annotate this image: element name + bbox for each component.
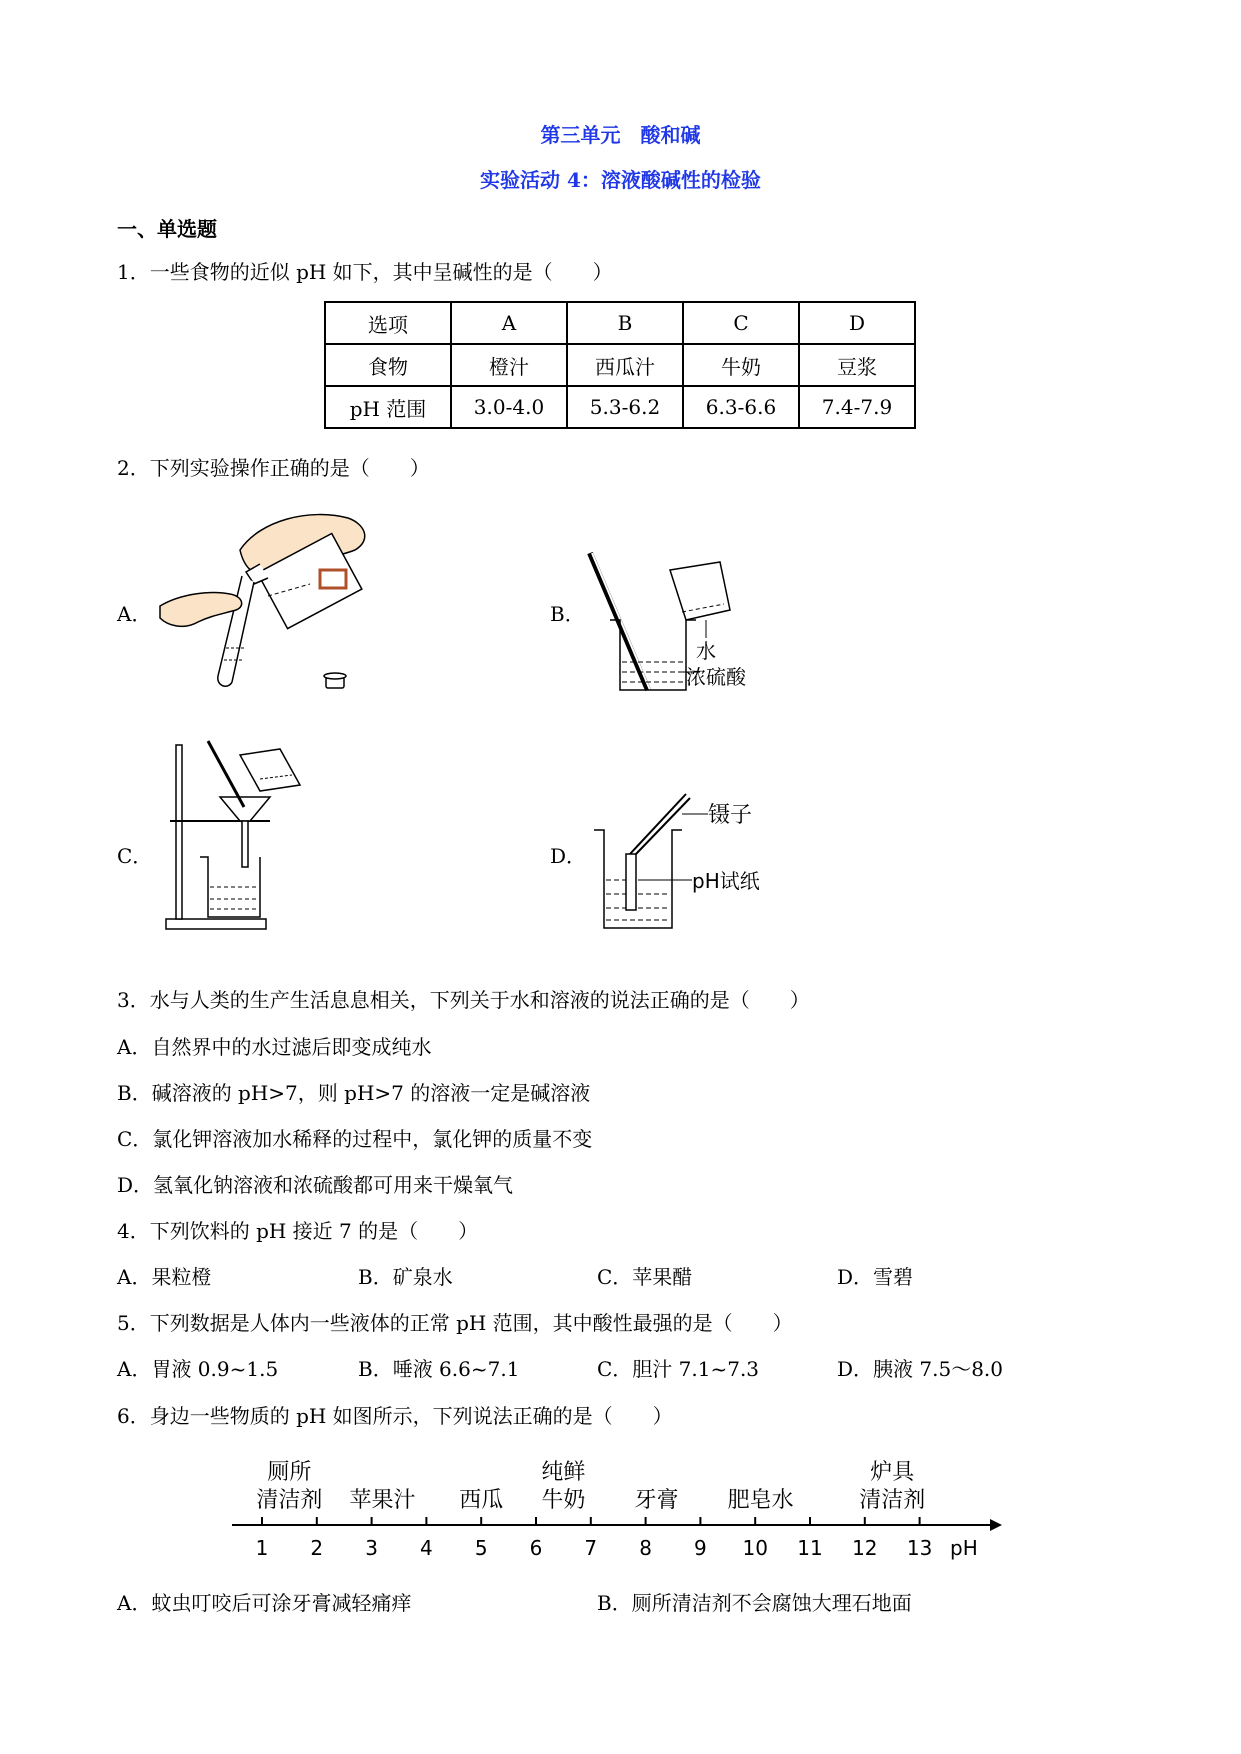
- table-row: [325, 386, 915, 428]
- ph-item-label: 牙膏: [634, 1488, 679, 1513]
- table-cell: 7.4-7.9: [799, 386, 915, 428]
- label-concentrated-acid: 浓硫酸: [686, 665, 746, 689]
- q4-option-a: A．果粒橙: [117, 1265, 212, 1289]
- q4-option-c: C．苹果醋: [597, 1265, 693, 1289]
- ph-item-label: 肥皂水: [727, 1488, 794, 1513]
- ph-tick-label: 3: [365, 1536, 378, 1560]
- ph-item-label: 清洁剂: [859, 1488, 926, 1513]
- ph-scale-items: [256, 1460, 925, 1513]
- ph-tick-label: 5: [474, 1536, 488, 1560]
- ph-item-label: 西瓜: [459, 1488, 504, 1513]
- ph-item-label: 清洁剂: [256, 1488, 323, 1513]
- table-cell: 6.3-6.6: [683, 386, 799, 428]
- ph-scale-axis: [232, 1517, 1002, 1560]
- q2-option-d: D．: [550, 844, 587, 868]
- ph-unit-label: pH: [950, 1536, 978, 1560]
- ph-item-label: 纯鲜: [541, 1460, 586, 1485]
- table-row: [325, 302, 915, 344]
- unit-title: 第三单元 酸和碱: [540, 123, 701, 147]
- ph-axis-arrow: [990, 1519, 1002, 1531]
- table-cell: B: [567, 302, 683, 344]
- table-cell: 橙汁: [451, 344, 567, 386]
- q3-option-c: C．氯化钾溶液加水稀释的过程中，氯化钾的质量不变: [117, 1127, 593, 1151]
- label-ph-paper: pH试纸: [692, 869, 760, 893]
- table-cell: D: [799, 302, 915, 344]
- ph-tick-label: 1: [255, 1536, 269, 1560]
- figure-pouring-liquid: [150, 498, 390, 698]
- q3-option-d: D．氢氧化钠溶液和浓硫酸都可用来干燥氧气: [117, 1173, 514, 1197]
- q6-stem: 6．身边一些物质的 pH 如图所示，下列说法正确的是（ ）: [117, 1404, 673, 1428]
- q6-option-b: B．厕所清洁剂不会腐蚀大理石地面: [597, 1591, 912, 1615]
- table-row: [325, 344, 915, 386]
- q6-option-a: A．蚊虫叮咬后可涂牙膏减轻痛痒: [117, 1591, 412, 1615]
- table-cell: 5.3-6.2: [567, 386, 683, 428]
- table-cell: 西瓜汁: [567, 344, 683, 386]
- ph-item-label: 牛奶: [541, 1488, 586, 1513]
- ph-tick-label: 4: [420, 1536, 433, 1560]
- q2-option-b: B．: [550, 602, 585, 626]
- table-cell: 豆浆: [799, 344, 915, 386]
- ph-tick-label: 8: [639, 1536, 652, 1560]
- ph-tick-label: 11: [797, 1536, 823, 1560]
- q2-option-a: A．: [117, 602, 152, 626]
- table-cell: C: [683, 302, 799, 344]
- q5-stem: 5．下列数据是人体内一些液体的正常 pH 范围，其中酸性最强的是（ ）: [117, 1311, 793, 1335]
- ph-tick-label: 9: [694, 1536, 707, 1560]
- ph-item-label: 苹果汁: [349, 1488, 416, 1513]
- table-cell: 食物: [325, 344, 451, 386]
- table-cell: A: [451, 302, 567, 344]
- section-title: 一、单选题: [117, 217, 217, 241]
- table-cell: 3.0-4.0: [451, 386, 567, 428]
- table-cell: 选项: [325, 302, 451, 344]
- q5-option-b: B．唾液 6.6~7.1: [358, 1357, 520, 1381]
- figure-dilution: [590, 550, 790, 700]
- q5-option-d: D．胰液 7.5～8.0: [837, 1357, 1004, 1381]
- label-water: 水: [696, 639, 716, 663]
- q1-stem: 1．一些食物的近似 pH 如下，其中呈碱性的是（ ）: [117, 260, 613, 284]
- q2-stem: 2．下列实验操作正确的是（ ）: [117, 456, 430, 480]
- activity-title: 实验活动 4：溶液酸碱性的检验: [480, 168, 761, 192]
- q2-option-c: C．: [117, 844, 153, 868]
- q3-option-b: B．碱溶液的 pH>7，则 pH>7 的溶液一定是碱溶液: [117, 1081, 591, 1105]
- ph-tick-label: 10: [742, 1536, 768, 1560]
- q5-option-c: C．胆汁 7.1~7.3: [597, 1357, 760, 1381]
- figure-ph-test: [586, 790, 796, 940]
- q5-option-a: A．胃液 0.9~1.5: [117, 1357, 279, 1381]
- ph-tick-label: 6: [529, 1536, 543, 1560]
- q4-option-d: D．雪碧: [837, 1265, 914, 1289]
- table-cell: 牛奶: [683, 344, 799, 386]
- q4-stem: 4．下列饮料的 pH 接近 7 的是（ ）: [117, 1219, 479, 1243]
- q3-stem: 3．水与人类的生产生活息息相关，下列关于水和溶液的说法正确的是（ ）: [117, 988, 810, 1012]
- label-tweezers: 镊子: [708, 803, 753, 828]
- ph-table: [324, 301, 916, 429]
- ph-tick-label: 12: [852, 1536, 878, 1560]
- figure-filtration: [160, 735, 310, 935]
- ph-item-label: 炉具: [870, 1460, 915, 1485]
- ph-tick-label: 7: [584, 1536, 598, 1560]
- ph-tick-label: 2: [310, 1536, 324, 1560]
- q4-option-b: B．矿泉水: [358, 1265, 453, 1289]
- q3-option-a: A．自然界中的水过滤后即变成纯水: [117, 1035, 432, 1059]
- table-cell: pH 范围: [325, 386, 451, 428]
- ph-scale-figure: [0, 1440, 1241, 1580]
- ph-tick-label: 13: [906, 1536, 933, 1560]
- ph-item-label: 厕所: [267, 1460, 312, 1485]
